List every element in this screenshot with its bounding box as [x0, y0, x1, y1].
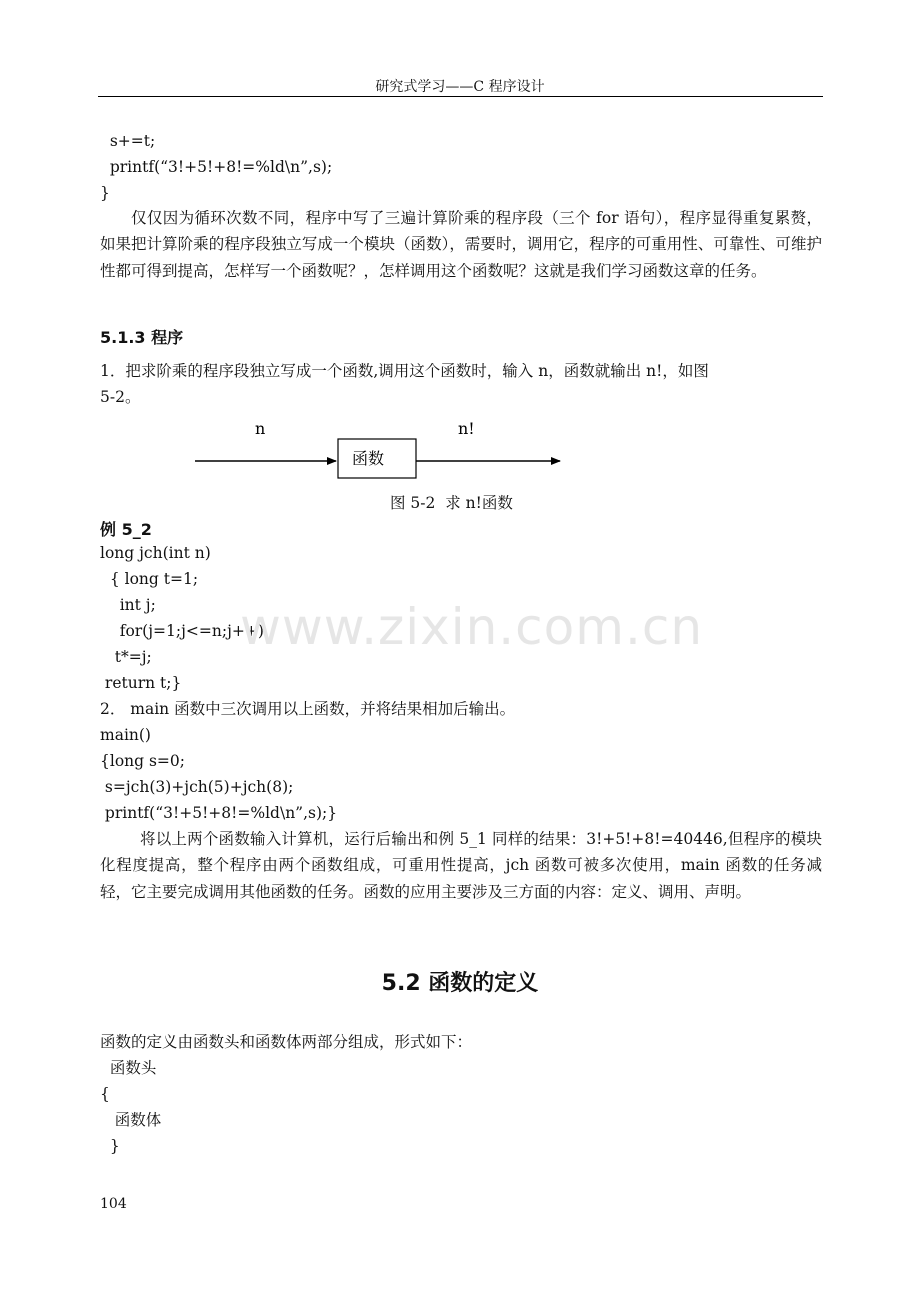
page-number: 104 — [100, 1196, 127, 1212]
header-rule — [98, 96, 823, 97]
figure-caption: 图 5-2 求 n!函数 — [390, 494, 513, 512]
code-line: return t;} — [100, 674, 182, 692]
list-item-1-line-2: 5-2。 — [100, 388, 141, 406]
example-label: 例 5_2 — [100, 520, 152, 539]
code-line: printf(“3!+5!+8!=%ld\n”,s);} — [100, 804, 338, 822]
code-line: long jch(int n) — [100, 544, 211, 562]
paragraph-result: 将以上两个函数输入计算机，运行后输出和例 5_1 同样的结果：3!+5!+8!=40446,但程序的模块化程度提高，整个程序由两个函数组成，可重用性提高，jch 函数可被多次使用，main 函数的任务减轻，它主要完成调用其他函数的任务。函数的应用主要涉及三方面的内容：定义、调用、声明。 — [100, 830, 822, 901]
code-line: t*=j; — [100, 648, 152, 666]
syntax-line: } — [100, 1137, 120, 1155]
section-heading-5-2: 5.2 函数的定义 — [381, 971, 539, 996]
input-label: n — [255, 419, 266, 438]
paragraph-repetition: 仅仅因为循环次数不同，程序中写了三遍计算阶乘的程序段（三个 for 语句），程序显得重复累赘，如果把计算阶乘的程序段独立写成一个模块（函数），需要时，调用它，程序的可重用性、可靠性、可维护性都可得到提高，怎样写一个函数呢？，怎样调用这个函数呢？这就是我们学习函数这章的任务。 — [100, 209, 822, 280]
syntax-line: 函数体 — [100, 1111, 162, 1129]
code-line: {long s=0; — [100, 752, 186, 770]
section-intro: 函数的定义由函数头和函数体两部分组成，形式如下： — [100, 1033, 473, 1051]
code-line: main() — [100, 726, 151, 744]
output-label: n! — [458, 419, 475, 438]
code-line: { long t=1; — [100, 570, 199, 588]
section-heading-5-1-3: 5.1.3 程序 — [100, 328, 184, 347]
running-header: 研究式学习——C 程序设计 — [375, 79, 545, 95]
code-line: s+=t; — [100, 132, 156, 150]
code-line: for(j=1;j<=n;j++) — [100, 622, 264, 640]
list-item-1-line-1: 1．把求阶乘的程序段独立写成一个函数,调用这个函数时，输入 n，函数就输出 n!，如图 — [100, 362, 709, 380]
syntax-line: { — [100, 1085, 110, 1103]
function-diagram — [190, 418, 570, 488]
code-line: int j; — [100, 596, 156, 614]
box-label: 函数 — [352, 449, 385, 468]
list-item-2: 2． main 函数中三次调用以上函数，并将结果相加后输出。 — [100, 700, 516, 718]
code-line: printf(“3!+5!+8!=%ld\n”,s); — [100, 158, 333, 176]
code-line: s=jch(3)+jch(5)+jch(8); — [100, 778, 294, 796]
syntax-line: 函数头 — [100, 1059, 157, 1077]
code-line: } — [100, 184, 110, 202]
watermark: www.zixin.com.cn — [240, 598, 704, 656]
